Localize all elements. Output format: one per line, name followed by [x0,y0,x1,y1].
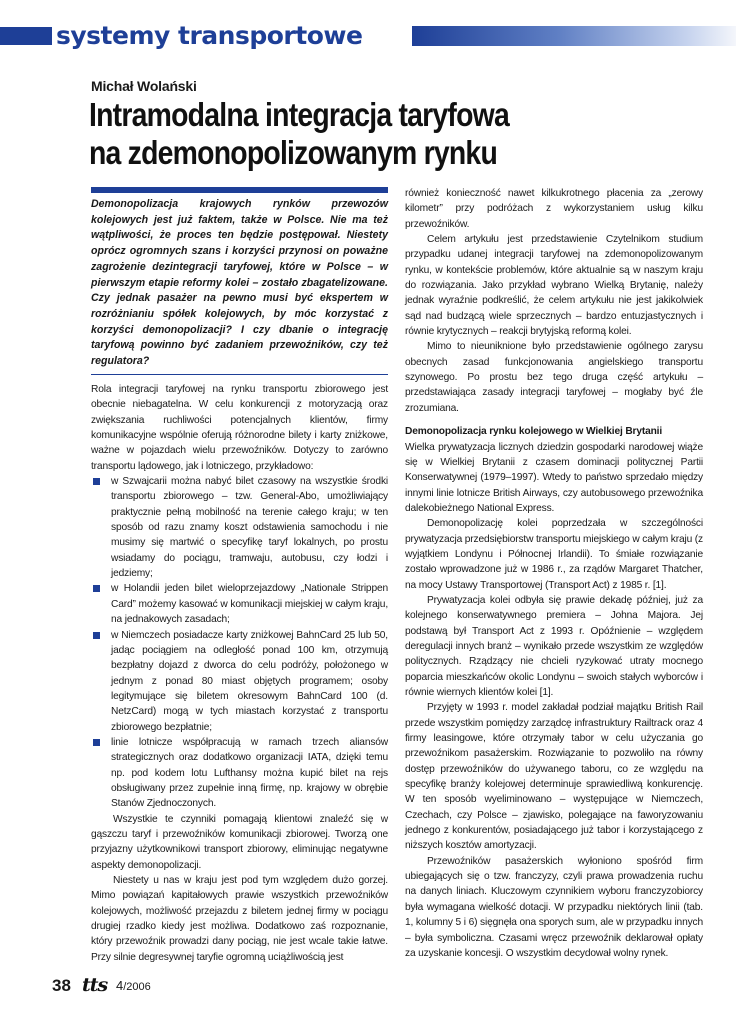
paragraph: Celem artykułu jest przedstawienie Czytelnikom studium przypadku udanej integracji taryfowej na zdemonopolizowanym rynku, w kontekście problemów, które aktualnie są w naszym kraju do rozwiązania. Jako przykład wybrano Wielką Brytanię, należy jednak wyraźnie podkreślić, że celem artykułu nie jest jakikolwiek sąd nad budzącą wiele sprzecznych – bardzo entuzjastycznych i równie krytycznych – reakcji brytyjską reformą kolei. [405,234,703,338]
list-item [91,581,388,627]
paragraph: Mimo to nieuniknione było przedstawienie ogólnego zarysu obecnych zasad funkcjonowania angielskiego transportu szynowego. Po prostu bez tego druga część artykułu – przedstawiająca zasady integracji taryfowej – mogłaby być źle zrozumiana. [405,341,703,414]
paragraph: Wielka prywatyzacja licznych dziedzin gospodarki narodowej wiąże się w Wielkiej Brytanii z czasem dominacji politycznej Partii Konserwatywnej (1979–1997). Wtedy to państwo sprzedało między innymi linie lotnicze British Airways, czy autobusowego przewoźnika dalekobieżnego National Express. [405,441,703,514]
list-item [91,474,388,581]
square-bullet-icon [93,585,100,592]
paragraph: Rola integracji taryfowej na rynku transportu zbiorowego jest obecnie niebagatelna. W celu konkurencji z motoryzacją oraz zwiększania ruchliwości potencjalnych klientów, firmy komunikacyjne wspólnie oferują różnorodne bilety i karty zniżkowe, ważne w pojazdach wielu przewoźników. Dotyczy to zarówno transportu lądowego, jak i lotniczego, przykładowo: [91,384,388,472]
paragraph: Przewoźników pasażerskich wyłoniono spośród firm ubiegających się o tzw. franczyzy, czyli prawa prowadzenia ruchu na danych liniach. Kluczowym czynnikiem wyboru franczyzobiorcy była wymagana wielkość dotacji. W przypadku niektórych linii (tab. 1, kolumny 5 i 6) sięgnęła ona sporych sum, ale w przypadku innych – była symboliczna. Czasami wręcz przewoźnik deklarował opłaty za uzyskanie koncesji. O wszystkim decydował wolny rynek. [405,855,703,959]
title-line-2: na zdemonopolizowanym rynku [89,134,498,171]
header-bar-gradient [412,26,736,46]
section-title: systemy transportowe [56,21,363,50]
paragraph: Przyjęty w 1993 r. model zakładał podział majątku British Rail przede wszystkim pomiędzy zarządcę infrastruktury Railtrack oraz 4 firmy leasingowe, które otrzymały tabor w celu użyczania go przewoźnikom pasażerskim. Rozwiązanie to pozwoliło na równy dostęp przewoźników do używanego taboru, co ze względu na specyfikę branży kolejowej determinuje sprawiedliwą konkurencję. W ten sposób wyeliminowano – występujące w Niemczech, Czechach, czy Polsce – zjawisko, polegające na faworyzowaniu jednego z konkurentów, posiadającego już tabor i korzystającego z niższych kosztów amortyzacji. [405,702,703,852]
paragraph: również konieczność nawet kilkukrotnego płacenia za „zerowy kilometr” przy podróżach z wykorzystaniem usług kilku przewoźników. [405,188,703,230]
issue-number [116,978,151,993]
title-line-1: Intramodalna integracja taryfowa [89,96,509,133]
square-bullet-icon [93,478,100,485]
list-item [91,735,388,812]
paragraph: Wszystkie te czynniki pomagają klientowi znaleźć się w gąszczu taryf i przewoźników komunikacji zbiorowej. Tworzą one przyjazny użytkownikowi transport zbiorowy, eliminując negatywne aspekty demonopolizacji. [91,813,388,871]
issue-num: 4 [116,978,124,993]
list-item [91,628,388,735]
page-number: 38 [52,976,71,995]
article-title [89,96,605,172]
paragraph: Niestety u nas w kraju jest pod tym względem dużo gorzej. Mimo powiązań kapitałowych prawie wszystkich przewoźników kolejowych, możliwość przejazdu z biletem jednej firmy w pociągu drugiej rzadko kiedy jest możliwa. Dodatkowo zaś rozpoznanie, który przewoźnik prowadzi dany pociąg, nie jest wcale takie łatwe. Przy silnie degresywnej taryfie ogromną uciążliwością jest [91,875,388,963]
column-left [91,382,388,965]
header-bar-left [0,27,52,45]
magazine-logo: tts [82,974,108,996]
lead-separator [91,374,388,375]
list-item-text: w Niemczech posiadacze karty zniżkowej BahnCard 25 lub 50, jadąc pociągiem na odległość ponad 100 km, otrzymują bezpłatny dojazd z dworca do celu podróży, położonego w jednym z ponad 80 miast objętych programem; osoby legitymujące się biletem okresowym BahnCard 100 (d. NetzCard) mogą w tych miastach korzystać z transportu zbiorowego bezpłatnie; [111,629,388,733]
paragraph: Demonopolizację kolei poprzedzała w szczególności prywatyzacja przedsiębiorstw transportu miejskiego w całym kraju (z wyjątkiem Londynu i Północnej Irlandii). To śmiałe rozwiązanie zostało wprowadzone już w 1986 r., za rządów Margaret Thatcher, na mocy Ustawy Transportowej (Transport Act) z 1985 r. [1]. [405,518,703,591]
list-item-text: linie lotnicze współpracują w ramach trzech aliansów strategicznych oraz dodatkowo organizacji IATA, dzięki temu np. pod kodem lotu Lufthansy można kupić bilet na rejs obsługiwany przez zupełnie inną firmę, np. krajowy w obrębie Stanów Zjednoczonych. [111,736,388,810]
issue-year: /2006 [123,981,151,993]
list-item-text: w Holandii jeden bilet wieloprzejazdowy „Nationale Strippen Card” możemy kasować w komunikacji miejskiej w całym kraju, na jednakowych zasadach; [111,583,388,626]
article-author: Michał Wolański [91,78,197,94]
lead-rule [91,187,388,193]
section-header [0,21,736,50]
bullet-list [91,474,388,812]
square-bullet-icon [93,632,100,639]
section-subheading: Demonopolizacja rynku kolejowego w Wielkiej Brytanii [405,426,663,438]
list-item-text: w Szwajcarii można nabyć bilet czasowy na wszystkie środki transportu zbiorowego – tzw. General-Abo, umożliwiający praktycznie pełną mobilność na terenie całego kraju; w ten sposób od razu znamy koszt odstawienia samochodu i nie musimy się martwić o specyfikę taryf lokalnych, po prostu wsiadamy do pociągu, tramwaju, autobusu, czy łodzi i jedziemy; [111,476,388,580]
paragraph: Prywatyzacja kolei odbyła się prawie dekadę później, już za kolejnego konserwatywnego premiera – Johna Majora. Jej podstawą był Transport Act z 1993 r. Opóźnienie – względem deregulacji innych branż – wynikało przede wszystkim ze względów politycznych. Rządzący nie chcieli ryzykować utraty mocnego poparcia mieszkańców okolic Londynu – swoich stałych wyborców i równie wiernych klientów kolei [1]. [405,594,703,698]
column-right [405,186,703,961]
square-bullet-icon [93,739,100,746]
article-lead: Demonopolizacja krajowych rynków przewozów kolejowych jest już faktem, także w Polsce. Nie ma też wątpliwości, że proces ten będzie postępował. Niestety oprócz ogromnych szans i korzyści przynosi on poważne zagrożenie dezintegracji taryfowej, które w Polsce – w pierwszym etapie reformy kolei – zostało zbagatelizowane. Czy jednak pasażer na pewno musi być ekspertem w rozróżnianiu spółek kolejowych, by móc korzystać z korzyści demonopolizacji? I czy dbanie o integrację taryfową powinno być zadaniem przewoźników, czy też regulatora? [91,198,388,368]
